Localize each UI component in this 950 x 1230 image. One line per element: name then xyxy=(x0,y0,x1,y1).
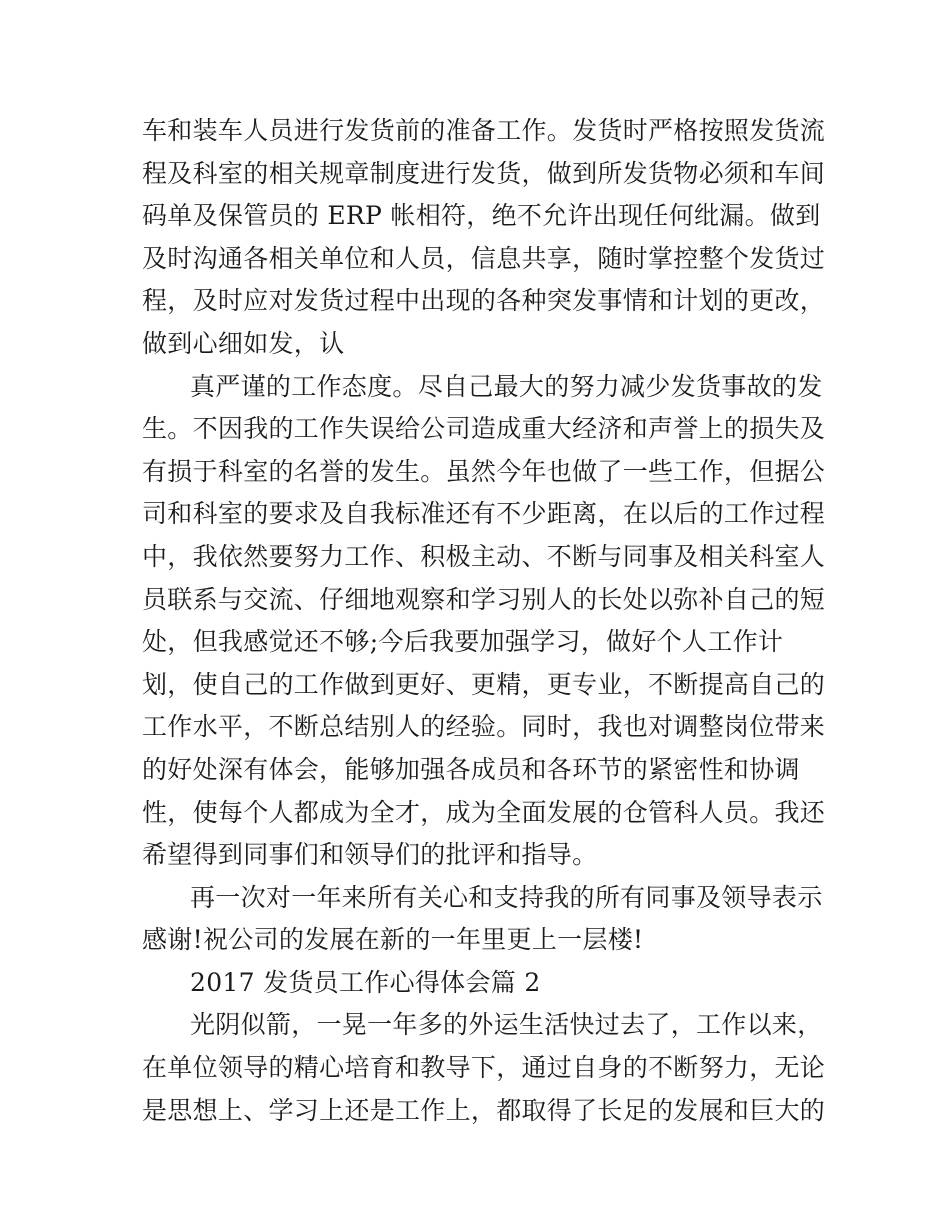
text-line: 光阴似箭，一晃一年多的外运生活快过去了，工作以来， xyxy=(190,1010,823,1040)
text-line: 司和科室的要求及自我标准还有不少距离，在以后的工作过程 xyxy=(142,499,826,529)
text-line: 码单及保管员的 ERP 帐相符，绝不允许出现任何纰漏。做到 xyxy=(142,201,821,231)
text-line: 员联系与交流、仔细地观察和学习别人的长处以弥补自己的短 xyxy=(142,584,826,614)
text-line: 希望得到同事们和领导们的批评和指导。 xyxy=(142,840,598,870)
text-line: 中，我依然要努力工作、积极主动、不断与同事及相关科室人 xyxy=(142,541,826,571)
text-line: 工作水平，不断总结别人的经验。同时，我也对调整岗位带来 xyxy=(142,712,826,742)
text-line: 2017 发货员工作心得体会篇 2 xyxy=(190,967,541,997)
document-body xyxy=(142,110,826,1132)
text-line: 处，但我感觉还不够;今后我要加强学习，做好个人工作计 xyxy=(142,627,784,657)
text-line: 划，使自己的工作做到更好、更精，更专业，不断提高自己的 xyxy=(142,669,826,699)
text-line: 有损于科室的名誉的发生。虽然今年也做了一些工作，但据公 xyxy=(142,456,826,486)
text-line: 生。不因我的工作失误给公司造成重大经济和声誉上的损失及 xyxy=(142,414,826,444)
text-line: 做到心细如发，认 xyxy=(142,328,345,358)
text-line: 车和装车人员进行发货前的准备工作。发货时严格按照发货流 xyxy=(142,116,826,145)
text-line: 程及科室的相关规章制度进行发货，做到所发货物必须和车间 xyxy=(142,158,826,188)
text-line: 在单位领导的精心培育和教导下，通过自身的不断努力，无论 xyxy=(142,1053,826,1083)
text-line: 再一次对一年来所有关心和支持我的所有同事及领导表示 xyxy=(190,882,823,912)
text-line: 真严谨的工作态度。尽自己最大的努力减少发货事故的发 xyxy=(190,371,823,401)
text-line: 是思想上、学习上还是工作上，都取得了长足的发展和巨大的 xyxy=(142,1095,826,1125)
text-line: 的好处深有体会，能够加强各成员和各环节的紧密性和协调 xyxy=(142,754,800,784)
text-line: 程，及时应对发货过程中出现的各种突发事情和计划的更改， xyxy=(142,286,826,316)
text-line: 性，使每个人都成为全才，成为全面发展的仓管科人员。我还 xyxy=(142,797,826,827)
text-line: 及时沟通各相关单位和人员，信息共享，随时掌控整个发货过 xyxy=(142,243,826,273)
text-line: 感谢!祝公司的发展在新的一年里更上一层楼! xyxy=(142,925,644,955)
